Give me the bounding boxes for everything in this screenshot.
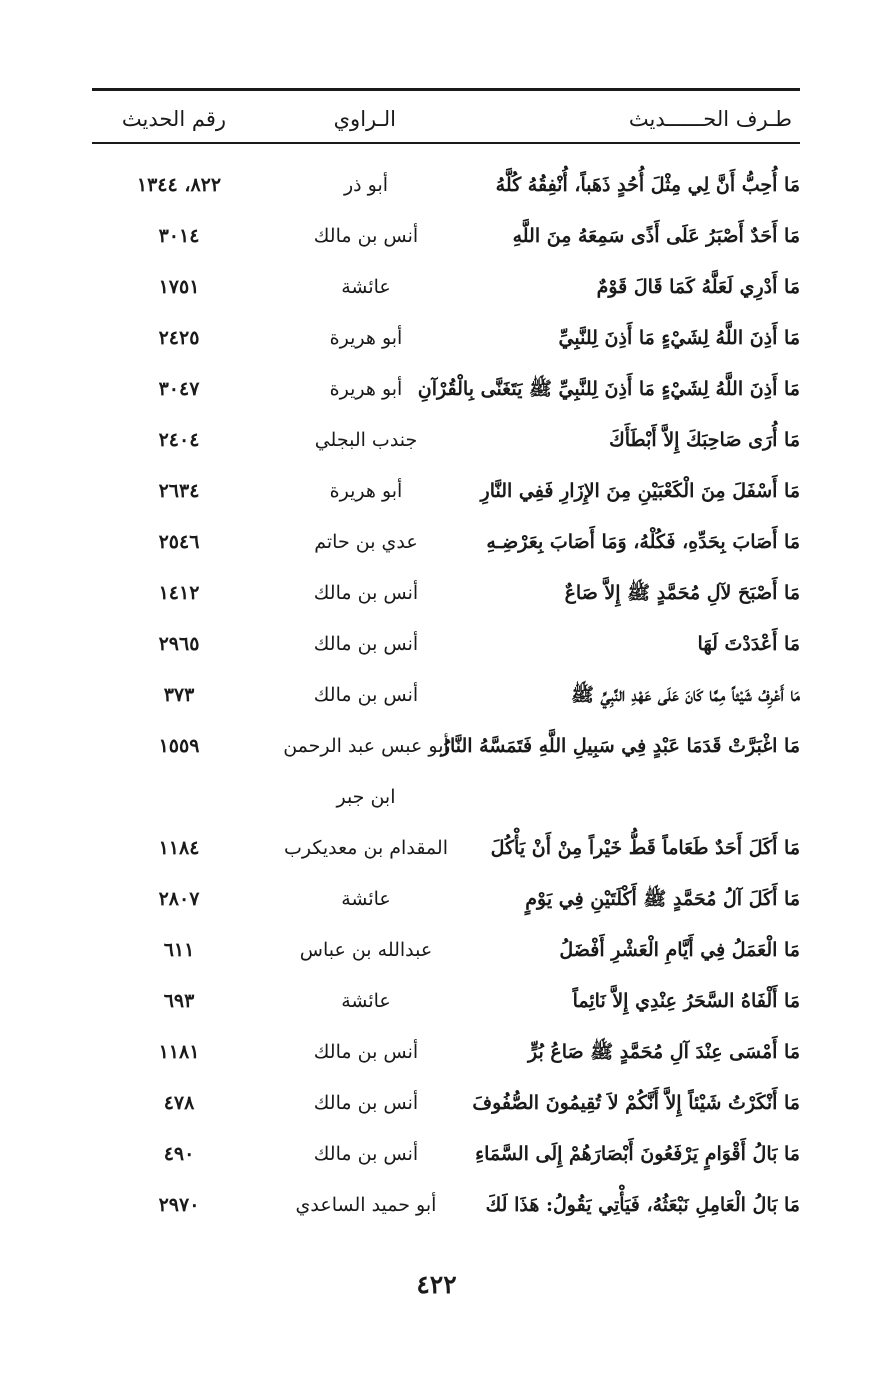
hadith-number: ٢٦٣٤ [158, 480, 200, 502]
hadith-number: ٢٥٤٦ [158, 531, 200, 553]
page-number: ٤٢٢ [416, 1270, 457, 1299]
hadith-text: مَا بَالُ أَقْوَامٍ يَرْفَعُونَ أَبْصَارَهُمْ إِلَى السَّمَاءِ [475, 1143, 800, 1165]
narrator-name: أنس بن مالك [313, 225, 419, 247]
hadith-text: مَا اغْبَرَّتْ قَدَمَا عَبْدٍ فِي سَبِيلِ اللَّهِ فَتَمَسَّهُ النَّارُ [440, 735, 800, 757]
header-rule [92, 142, 800, 144]
narrator-name: عائشة [341, 276, 391, 298]
hadith-text: مَا أَسْفَلَ مِنَ الْكَعْبَيْنِ مِنَ الإِزَارِ فَفِي النَّارِ [480, 480, 800, 502]
hadith-text: مَا أَكَلَ أَحَدٌ طَعَاماً قَطُّ خَيْراً مِنْ أَنْ يَأْكُلَ [490, 837, 800, 859]
hadith-number: ٣٧٣ [163, 684, 195, 706]
narrator-name: أنس بن مالك [313, 633, 419, 655]
hadith-text: مَا أَصَابَ بِحَدِّهِ، فَكُلْهُ، وَمَا أَصَابَ بِعَرْضِـهِ [486, 531, 800, 553]
narrator-name: أبو هريرة [329, 480, 403, 502]
hadith-number: ٢٨٠٧ [158, 888, 200, 910]
table-row [92, 670, 800, 721]
header-number: رقم الحديث [121, 107, 226, 131]
hadith-text: مَا أَدْرِي لَعَلَّهُ كَمَا قَالَ قَوْمٌ [596, 276, 800, 298]
hadith-text: مَا بَالُ الْعَامِلِ نَبْعَثُهُ، فَيَأْتِي يَقُولُ: هَذَا لَكَ [485, 1194, 800, 1216]
narrator-name: أنس بن مالك [313, 1092, 419, 1114]
hadith-number: ٦٩٣ [163, 990, 195, 1012]
hadith-number: ٤٩٠ [163, 1143, 195, 1165]
hadith-number: ٢٤٠٤ [158, 429, 200, 451]
narrator-name: ابن جبر [336, 786, 396, 808]
hadith-text: مَا أَكَلَ آلُ مُحَمَّدٍ ﷺ أَكْلَتَيْنِ فِي يَوْمٍ [525, 888, 800, 910]
hadith-number: ٤٧٨ [163, 1092, 195, 1114]
table-row [92, 364, 800, 415]
narrator-name: عائشة [341, 990, 391, 1012]
narrator-name: عدي بن حاتم [314, 531, 418, 553]
narrator-name: أنس بن مالك [313, 1041, 419, 1063]
hadith-text: مَا أَحَدٌ أَصْبَرُ عَلَى أَذًى سَمِعَهُ مِنَ اللَّهِ [512, 225, 800, 247]
top-rule [92, 88, 800, 91]
hadith-text: مَا الْعَمَلُ فِي أَيَّامِ الْعَشْرِ أَفْضَلُ [559, 939, 800, 961]
hadith-table [92, 160, 800, 1231]
hadith-text: مَا أَذِنَ اللَّهُ لِشَيْءٍ مَا أَذِنَ لِلنَّبِيِّ ﷺ يَتَغَنَّى بِالْقُرْآنِ [417, 378, 800, 400]
hadith-number: ٢٩٧٠ [158, 1194, 200, 1216]
table-row [92, 1129, 800, 1180]
hadith-number: ٦١١ [163, 939, 195, 961]
hadith-number: ١١٨٤ [158, 837, 200, 859]
hadith-text: مَا أَلْفَاهُ السَّحَرُ عِنْدِي إِلاَّ نَائِماً [572, 990, 800, 1012]
narrator-name: أنس بن مالك [313, 582, 419, 604]
narrator-name: جندب البجلي [314, 429, 418, 451]
table-row [92, 313, 800, 364]
hadith-number: ٢٤٢٥ [158, 327, 200, 349]
table-row [92, 925, 800, 976]
header-hadith: طـرف الحــــــديث [628, 107, 792, 131]
hadith-text: مَا أَنْكَرْتُ شَيْئاً إِلاَّ أَنَّكُمْ لاَ تُقِيمُونَ الصُّفُوفَ [472, 1092, 800, 1114]
hadith-number: ٨٢٢، ١٣٤٤ [136, 174, 222, 196]
hadith-text: مَا أُرَى صَاحِبَكَ إِلاَّ أَبْطَأَكَ [609, 429, 800, 451]
narrator-name: أنس بن مالك [313, 1143, 419, 1165]
hadith-text: مَا أَذِنَ اللَّهُ لِشَيْءٍ مَا أَذِنَ لِلنَّبِيِّ [558, 327, 800, 349]
table-row [92, 160, 800, 211]
table-row [92, 262, 800, 313]
table-header [92, 102, 800, 136]
table-row [92, 721, 800, 772]
hadith-number: ١٤١٢ [158, 582, 200, 604]
narrator-name: أبو عبس عبد الرحمن [283, 735, 449, 757]
table-row [92, 1180, 800, 1231]
table-row [92, 976, 800, 1027]
hadith-text: مَا أَعْدَدْتَ لَهَا [697, 633, 800, 655]
table-row [92, 823, 800, 874]
hadith-number: ١١٨١ [158, 1041, 200, 1063]
hadith-number: ٣٠٤٧ [158, 378, 200, 400]
narrator-name: المقدام بن معديكرب [284, 837, 448, 859]
hadith-text: مَا أَمْسَى عِنْدَ آلِ مُحَمَّدٍ ﷺ صَاعُ بُرٍّ [527, 1041, 800, 1063]
header-narrator: الـراوي [333, 107, 396, 131]
narrator-name: أبو ذر [343, 174, 389, 196]
hadith-number: ٣٠١٤ [158, 225, 200, 247]
narrator-name: أنس بن مالك [313, 684, 419, 706]
table-row [92, 1078, 800, 1129]
hadith-number: ١٧٥١ [158, 276, 200, 298]
hadith-number: ٢٩٦٥ [158, 633, 200, 655]
table-row [92, 568, 800, 619]
table-row [92, 211, 800, 262]
narrator-name: عبدالله بن عباس [299, 939, 433, 961]
narrator-name: أبو حميد الساعدي [295, 1194, 437, 1216]
table-row [92, 1027, 800, 1078]
narrator-name: أبو هريرة [329, 378, 403, 400]
table-row [92, 466, 800, 517]
hadith-text: مَا أُحِبُّ أَنَّ لِي مِثْلَ أُحُدٍ ذَهَباً، أُنْفِقُهُ كُلَّهُ [495, 174, 800, 196]
table-row [92, 517, 800, 568]
hadith-text: مَا أَصْبَحَ لآلِ مُحَمَّدٍ ﷺ إِلاَّ صَاعٌ [564, 582, 800, 604]
narrator-name: أبو هريرة [329, 327, 403, 349]
table-row [92, 874, 800, 925]
table-row [92, 619, 800, 670]
narrator-name: عائشة [341, 888, 391, 910]
table-row [92, 415, 800, 466]
hadith-number: ١٥٥٩ [158, 735, 200, 757]
table-row [92, 772, 800, 823]
hadith-text: مَا أَعْرِفُ شَيْئاً مِمَّا كَانَ عَلَى عَهْدِ النَّبِيِّ ﷺ [570, 684, 800, 706]
